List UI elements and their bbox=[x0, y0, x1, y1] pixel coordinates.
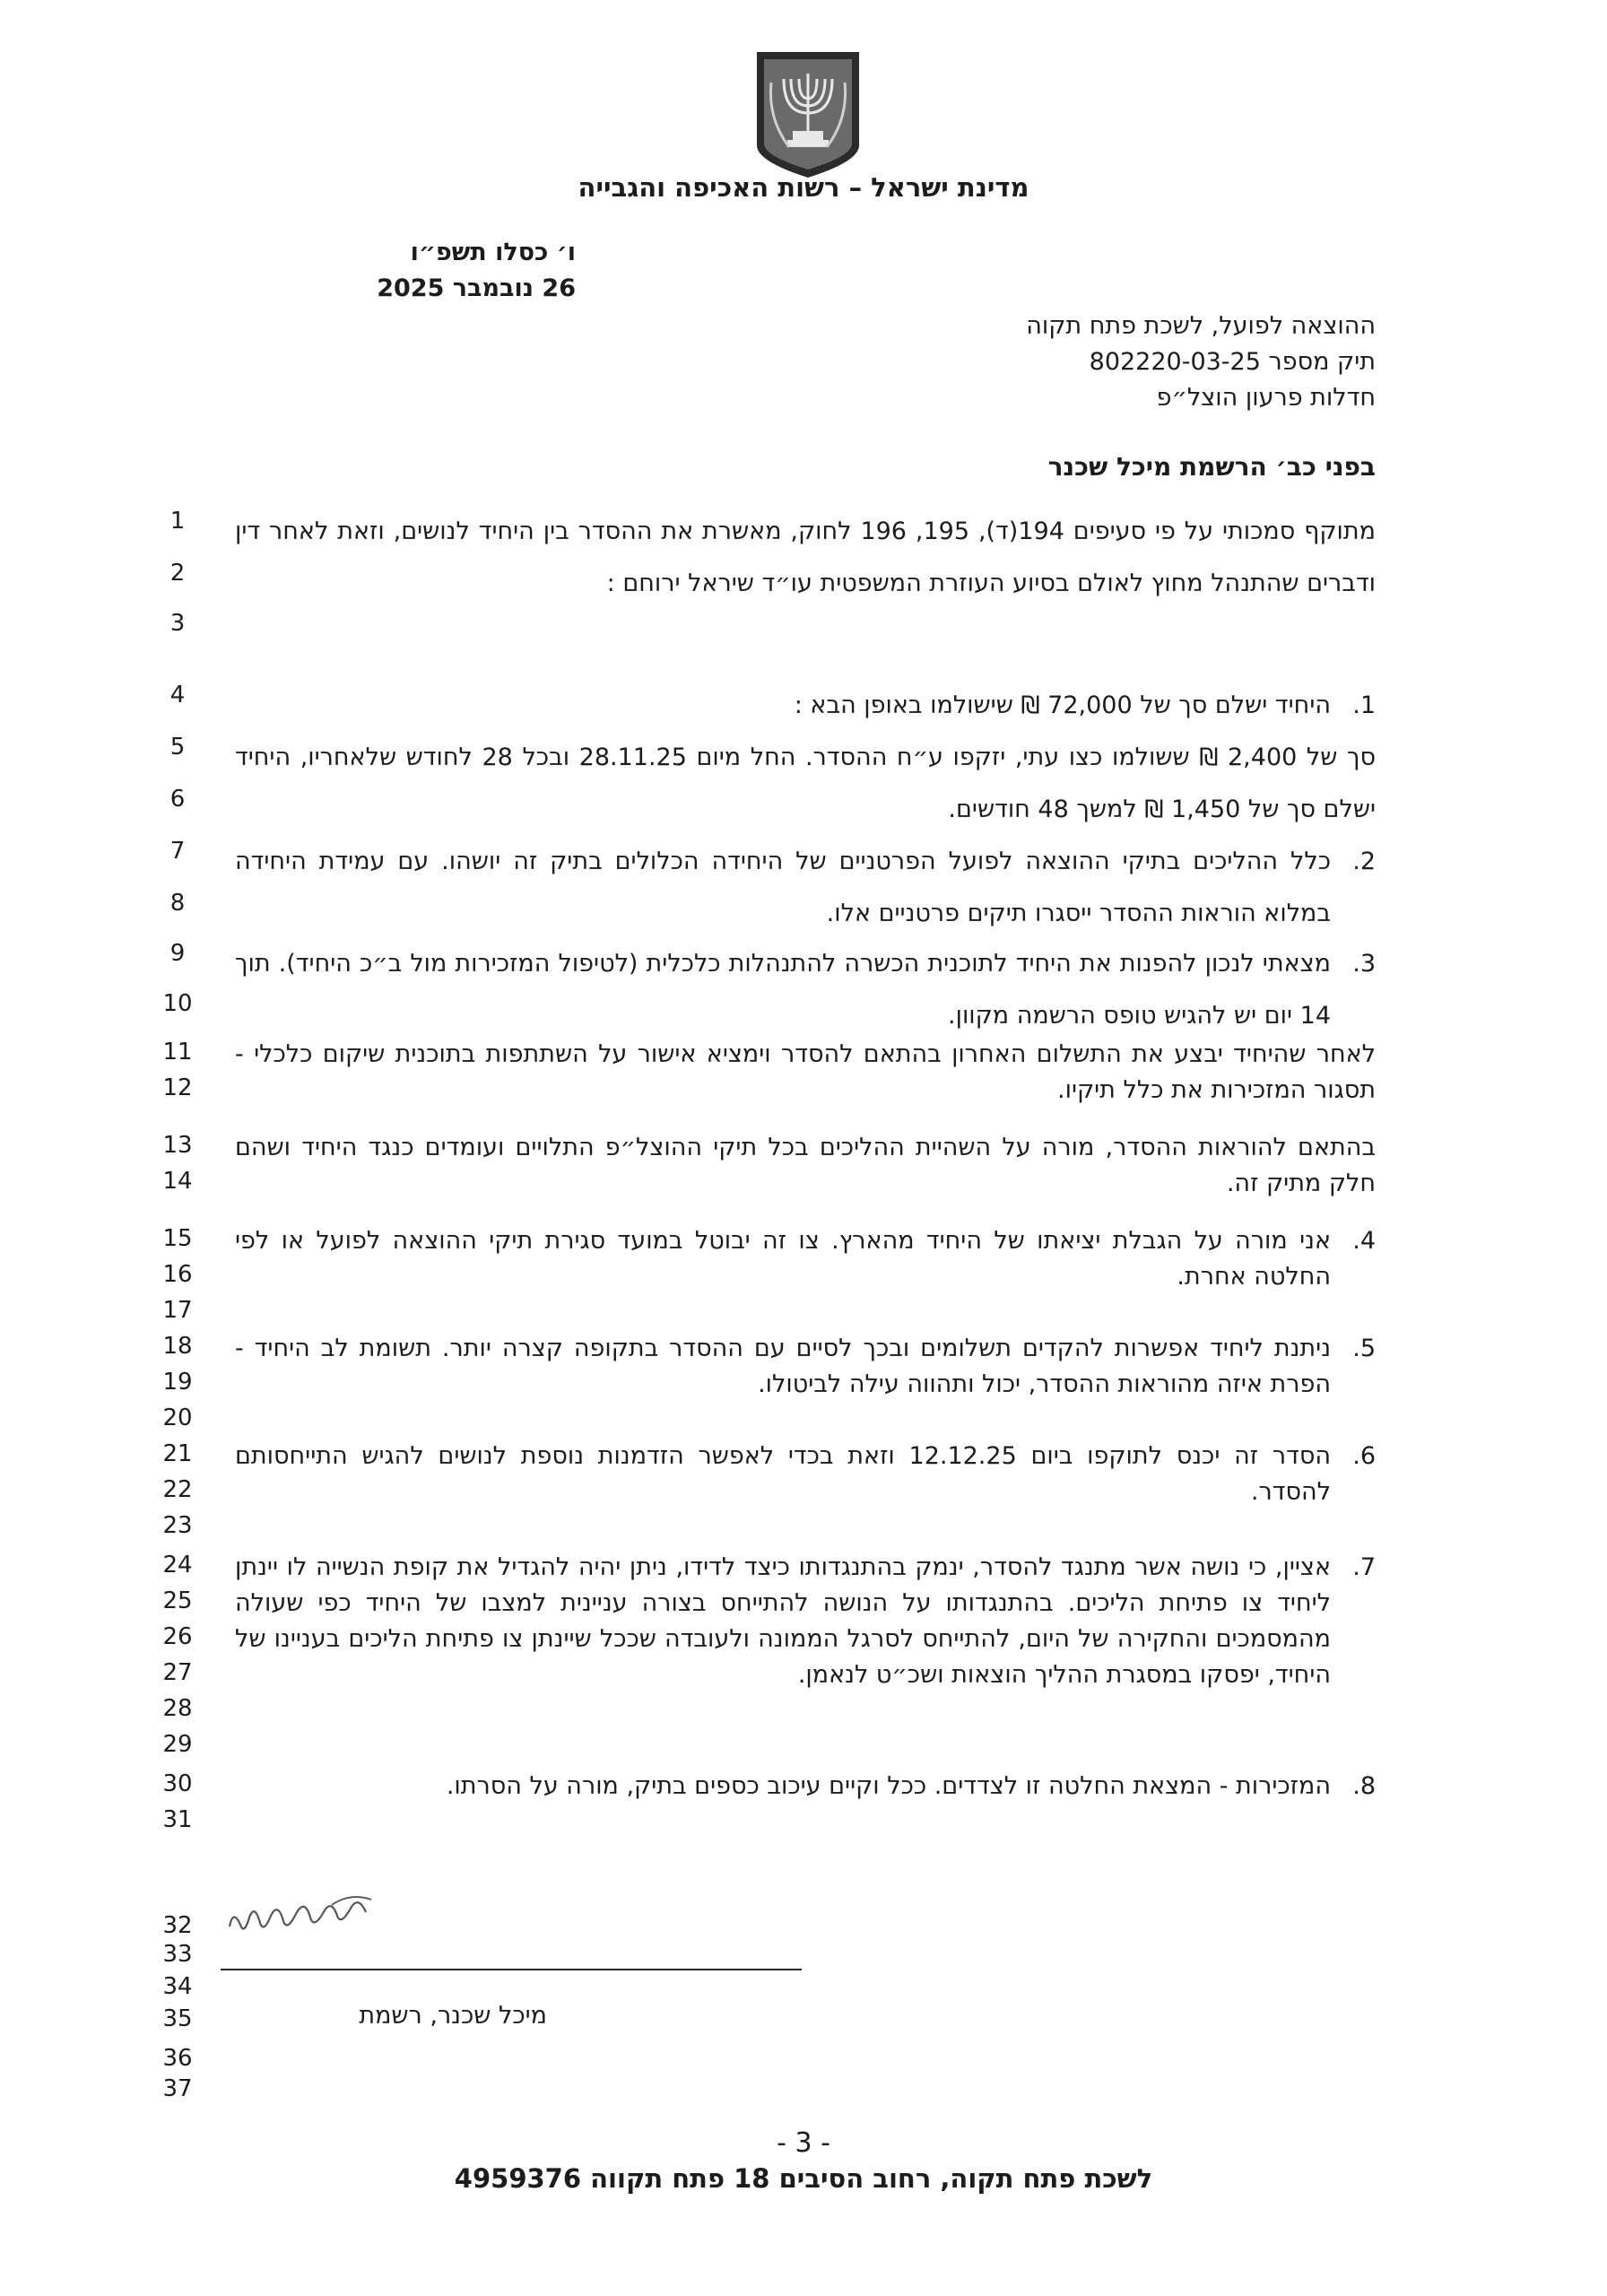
line-number: 26 bbox=[162, 1623, 193, 1650]
case-type: חדלות פרעון הוצל״פ bbox=[1156, 384, 1376, 412]
line-number: 20 bbox=[162, 1405, 193, 1431]
item-6: 6. הסדר זה יכנס לתוקפו ביום 12.12.25 וזאת בכדי לאפשר הזדמנות נוספת לנושים להגיש התייחסותם להסדר. bbox=[235, 1442, 1376, 1506]
line-number: 19 bbox=[162, 1369, 193, 1396]
item-2: 2. כלל ההליכים בתיקי ההוצאה לפועל הפרטניים של היחידה הכלולים בתיק זה יושהו. עם עמידת היחידה במלוא הוראות ההסדר ייסגרו תיקים פרטניים אלו. bbox=[235, 848, 1376, 927]
line-number: 37 bbox=[162, 2075, 193, 2102]
line-number: 12 bbox=[162, 1074, 193, 1101]
line-number: 28 bbox=[162, 1695, 193, 1722]
gregorian-date: 26 נובמבר 2025 bbox=[377, 274, 576, 302]
line-number: 4 bbox=[169, 682, 186, 709]
item-3-stay: בהתאם להוראות ההסדר, מורה על השהיית ההליכים בכל תיקי ההוצל״פ התלויים ועומדים כנגד היחיד ושהם חלק מתיק זה. bbox=[235, 1134, 1376, 1197]
line-number: 22 bbox=[162, 1476, 193, 1503]
item-3: 3. מצאתי לנכון להפנות את היחיד לתוכנית הכשרה להתנהלות כלכלית (לטיפול המזכירות מול ב״כ היחיד). תוך 14 יום יש להגיש טופס הרשמה מקוון. bbox=[235, 950, 1376, 1030]
line-number: 35 bbox=[162, 2005, 193, 2032]
line-number: 31 bbox=[162, 1806, 193, 1833]
line-number: 16 bbox=[162, 1261, 193, 1288]
handwritten-signature bbox=[224, 1891, 404, 1944]
item-8: 8. המזכירות - המצאת החלטה זו לצדדים. ככל וקיים עיכוב כספים בתיק, מורה על הסרתו. bbox=[446, 1772, 1376, 1800]
page-number: - 3 - bbox=[777, 2127, 830, 2159]
line-number: 17 bbox=[162, 1297, 193, 1324]
line-number: 27 bbox=[162, 1659, 193, 1686]
authority-title: מדינת ישראל – רשות האכיפה והגבייה bbox=[578, 172, 1029, 203]
line-number: 1 bbox=[169, 508, 186, 535]
item-1-details: סך של 2,400 ₪ ששולמו כצו עתי, יזקפו ע״ח ההסדר. החל מיום 28.11.25 ובכל 28 לחודש שלאחריו, היחיד ישלם סך של 1,450 ₪ למשך 48 חודשים. bbox=[235, 744, 1376, 823]
line-number: 29 bbox=[162, 1731, 193, 1758]
line-number: 33 bbox=[162, 1941, 193, 1968]
line-number: 9 bbox=[169, 940, 186, 967]
item-3-closing: לאחר שהיחיד יבצע את התשלום האחרון בהתאם להסדר וימציא אישור על השתתפות בתוכנית שיקום כלכלי - תסגור המזכירות את כלל תיקיו. bbox=[235, 1040, 1376, 1104]
line-number: 30 bbox=[162, 1770, 193, 1797]
intro-paragraph: מתוקף סמכותי על פי סעיפים 194(ד), 195, 196 לחוק, מאשרת את ההסדר בין היחיד לנושים, וזאת לאחר דין ודברים שהתנהל מחוץ לאולם בסיוע העוזרת המשפטית עו״ד שיראל ירוחם : bbox=[235, 517, 1377, 597]
item-4: 4. אני מורה על הגבלת יציאתו של היחיד מהארץ. צו זה יבוטל במועד סגירת תיקי ההוצאה לפועל או לפי החלטה אחרת. bbox=[235, 1227, 1376, 1291]
line-number: 3 bbox=[169, 610, 186, 637]
line-number: 32 bbox=[162, 1912, 193, 1939]
line-number: 18 bbox=[162, 1333, 193, 1360]
decision-body bbox=[235, 0, 1376, 1883]
line-number: 34 bbox=[162, 1973, 193, 2000]
line-number: 5 bbox=[169, 734, 186, 761]
footer-address: לשכת פתח תקוה, רחוב הסיבים 18 פתח תקווה 4959376 bbox=[454, 2163, 1153, 2194]
line-number: 13 bbox=[162, 1132, 193, 1159]
line-number: 2 bbox=[169, 560, 186, 587]
signer-name: מיכל שכנר, רשמת bbox=[359, 2002, 547, 2030]
line-number: 14 bbox=[162, 1168, 193, 1195]
line-number: 6 bbox=[169, 786, 186, 813]
line-number: 21 bbox=[162, 1440, 193, 1467]
item-7: 7. אציין, כי נושה אשר מתנגד להסדר, ינמק בהתנגדותו כיצד לדידו, ניתן יהיה להגדיל את קופת הנשייה לו יינתן ליחיד צו פתיחת הליכים. בהתנגדותו על הנושה להתייחס בצורה עניינית למצבו של היחיד כפי שעולה מהמסמכים והחקירה של היום, להתייחס לסרגל הממונה ולעובדה שככל שיינתן צו פתיחת הליכים בעניינו של היחיד, יפסקו במסגרת ההליך הוצאות ושכ״ט לנאמן. bbox=[235, 1553, 1376, 1689]
line-number: 10 bbox=[162, 990, 193, 1017]
line-number: 36 bbox=[162, 2045, 193, 2072]
line-number: 15 bbox=[162, 1225, 193, 1252]
line-number: 11 bbox=[162, 1039, 193, 1065]
office-name: ההוצאה לפועל, לשכת פתח תקוה bbox=[1026, 312, 1376, 340]
line-number: 25 bbox=[162, 1587, 193, 1614]
signature-line bbox=[221, 1969, 802, 1970]
before-registrar: בפני כב׳ הרשמת מיכל שכנר bbox=[1047, 452, 1376, 482]
hebrew-date: ו׳ כסלו תשפ״ו bbox=[410, 239, 576, 266]
item-5: 5. ניתנת ליחיד אפשרות להקדים תשלומים ובכך לסיים עם ההסדר בתקופה קצרה יותר. תשומת לב היחיד - הפרת איזה מהוראות ההסדר, יכול ותהווה עילה לביטולו. bbox=[235, 1335, 1376, 1398]
line-number: 7 bbox=[169, 838, 186, 865]
line-number: 23 bbox=[162, 1512, 193, 1539]
line-number: 8 bbox=[169, 890, 186, 917]
case-number: תיק מספר 802220-03-25 bbox=[1089, 348, 1376, 376]
item-1: 1. היחיד ישלם סך של 72,000 ₪ שישולמו באופן הבא : bbox=[794, 691, 1376, 719]
line-number: 24 bbox=[162, 1552, 193, 1578]
